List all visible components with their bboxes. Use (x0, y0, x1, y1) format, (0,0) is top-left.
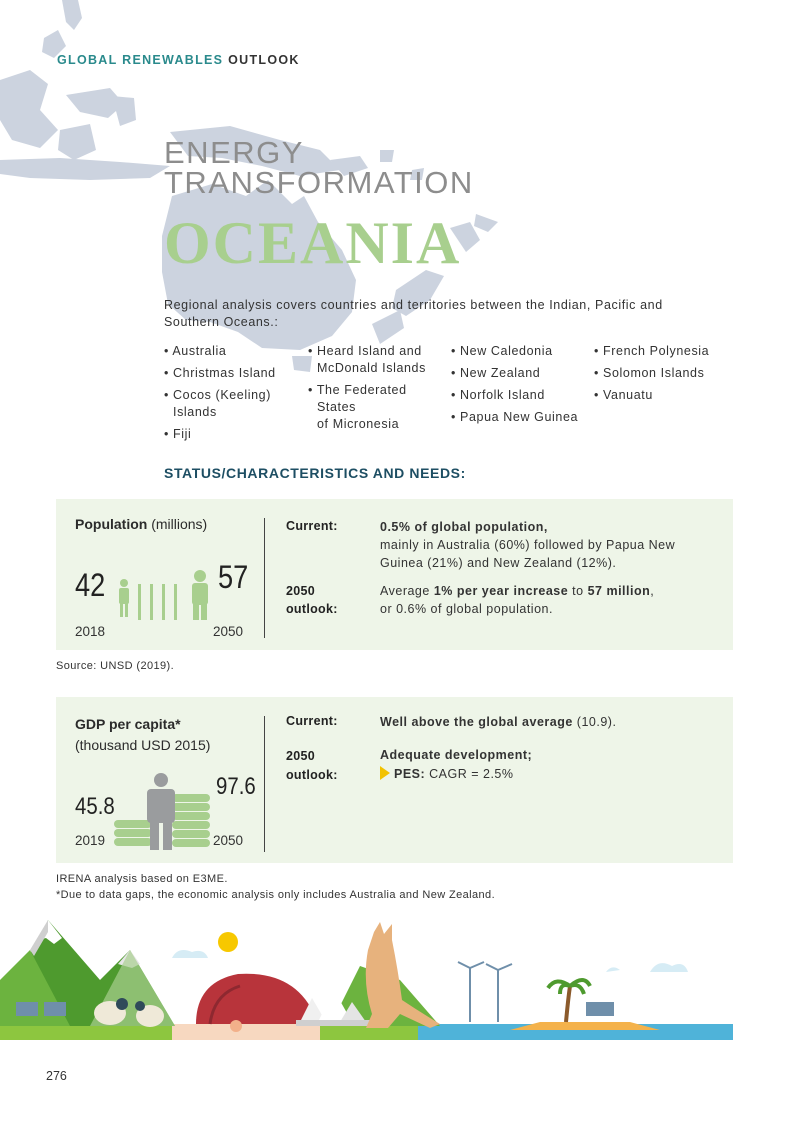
gdp-current-text (380, 713, 710, 731)
population-current-label: Current: (286, 519, 338, 533)
population-source: Source: UNSD (2019). (56, 660, 175, 672)
gdp-source-line2: *Due to data gaps, the economic analysis only includes Australia and New Zealand. (56, 889, 496, 901)
gdp-outlook-label (286, 747, 338, 785)
country-item-cont: Islands (173, 405, 217, 419)
population-title: Population (75, 516, 148, 532)
outlook-bold-2: 57 million (587, 584, 651, 598)
population-end-value: 57 (218, 559, 249, 595)
gdp-source (56, 871, 495, 903)
population-current-detail: mainly in Australia (60%) followed by Papua New Guinea (21%) and New Zealand (12%). (380, 538, 676, 570)
country-item: • The Federated (308, 383, 407, 397)
gdp-current-label: Current: (286, 714, 338, 728)
population-year-end: 2050 (213, 624, 244, 639)
country-column-1 (164, 343, 304, 448)
gdp-current-bold: Well above the global average (380, 715, 573, 729)
outlook-year: 2050 (286, 749, 316, 763)
landscape-illustration (0, 910, 733, 1045)
population-year-start: 2018 (75, 624, 106, 639)
population-current-text (380, 518, 700, 572)
country-column-2 (308, 343, 448, 438)
header-part1: GLOBAL RENEWABLES (57, 53, 224, 67)
gdp-outlook-text (380, 746, 710, 784)
country-item-cont: of Micronesia (317, 417, 400, 431)
outlook-post: , (650, 584, 655, 598)
country-item: • Cocos (Keeling) (164, 388, 271, 402)
population-outlook-text (380, 582, 700, 618)
page-number: 276 (46, 1069, 67, 1083)
population-people-icons (114, 570, 214, 622)
outlook-bold-1: 1% per year increase (433, 584, 569, 598)
gdp-unit: (thousand USD 2015) (75, 737, 211, 753)
arrow-right-icon (380, 766, 390, 780)
country-item: • Christmas Island (164, 366, 276, 380)
title-line1: ENERGY (164, 135, 304, 170)
running-header (57, 53, 300, 67)
population-title-row (75, 516, 207, 532)
divider (264, 716, 265, 852)
outlook-word: outlook: (286, 602, 338, 616)
country-item: • Solomon Islands (594, 366, 705, 380)
country-item: • New Zealand (451, 366, 541, 380)
gdp-end-value: 97.6 (216, 773, 256, 800)
country-item: • New Caledonia (451, 344, 553, 358)
title-block (164, 135, 474, 200)
gdp-outlook-bold: Adequate development; (380, 748, 533, 762)
country-item: • Vanuatu (594, 388, 653, 402)
gdp-start-value: 45.8 (75, 793, 115, 820)
outlook-word: outlook: (286, 768, 338, 782)
region-title: OCEANIA (164, 210, 462, 276)
gdp-year-end: 2050 (213, 833, 244, 848)
country-column-3 (451, 343, 591, 431)
country-column-4 (594, 343, 734, 409)
gdp-coins-person-icon (112, 772, 212, 854)
population-outlook-label (286, 582, 338, 618)
header-part2: OUTLOOK (228, 53, 300, 67)
country-item: • Norfolk Island (451, 388, 545, 402)
pes-label: PES: (393, 767, 426, 781)
pes-text: CAGR = 2.5% (425, 767, 514, 781)
gdp-title-block (75, 714, 210, 756)
country-item: • Papua New Guinea (451, 410, 579, 424)
outlook-pre: Average (380, 584, 434, 598)
outlook-line2: or 0.6% of global population. (380, 602, 553, 616)
gdp-title: GDP per capita* (75, 716, 181, 732)
gdp-source-line1: IRENA analysis based on E3ME. (56, 873, 228, 885)
title-line2: TRANSFORMATION (164, 165, 474, 200)
population-unit: (millions) (151, 516, 208, 532)
population-start-value: 42 (75, 567, 106, 603)
country-item-cont: McDonald Islands (317, 361, 426, 375)
country-item: • Fiji (164, 427, 192, 441)
country-item: • French Polynesia (594, 344, 710, 358)
divider (264, 518, 265, 638)
country-item-cont: States (317, 400, 357, 414)
outlook-mid: to (568, 584, 588, 598)
gdp-year-start: 2019 (75, 833, 106, 848)
outlook-year: 2050 (286, 584, 316, 598)
intro-text: Regional analysis covers countries and territories between the Indian, Pacific and Southern Oceans.: (164, 298, 663, 329)
country-item: • Heard Island and (308, 344, 422, 358)
pes-row (380, 765, 710, 784)
country-item: • Australia (164, 344, 227, 358)
status-heading: STATUS/CHARACTERISTICS AND NEEDS: (164, 465, 466, 481)
gdp-current-detail: (10.9). (572, 715, 617, 729)
population-current-bold: 0.5% of global population, (380, 520, 548, 534)
